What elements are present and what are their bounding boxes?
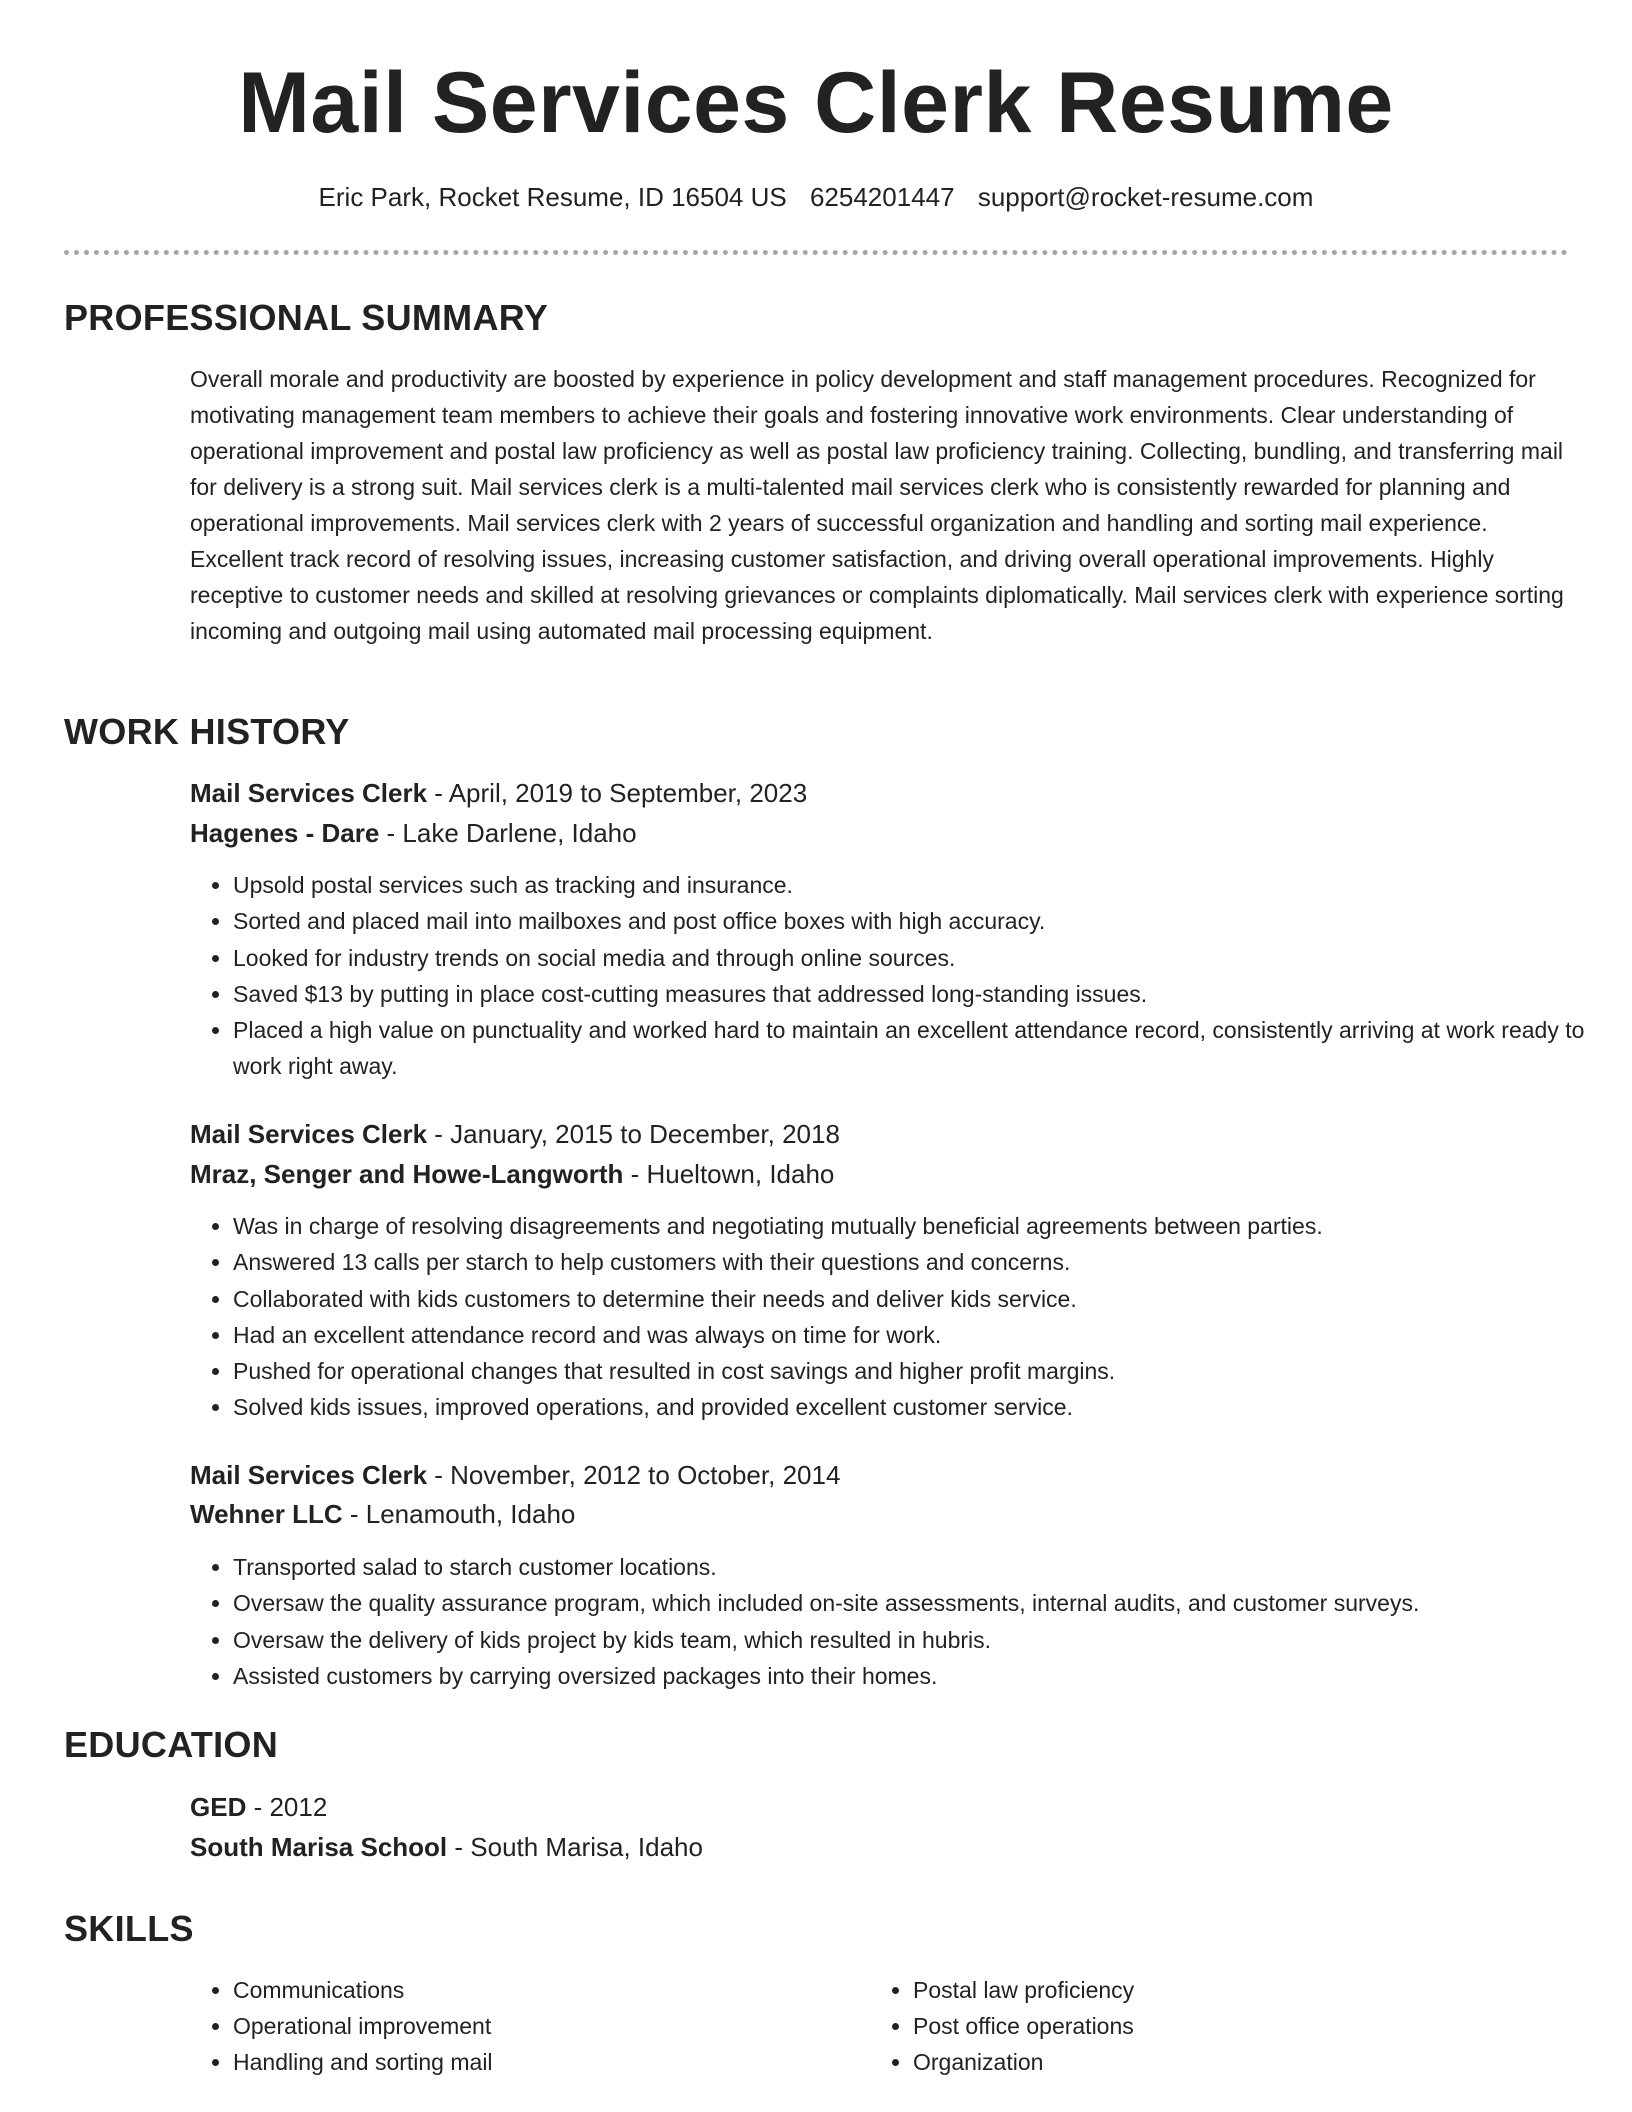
- skills-column-right: [870, 1972, 1533, 2080]
- job-company-line: [190, 1156, 1570, 1192]
- education-degree-line: [190, 1789, 1570, 1825]
- job-dates: - April, 2019 to September, 2023: [427, 778, 808, 808]
- list-item: • Organization: [913, 2044, 1533, 2080]
- list-item: • Oversaw the quality assurance program, which included on-site assessments, internal audits, and customer surveys.: [233, 1585, 1613, 1621]
- list-item: • Solved kids issues, improved operations, and provided excellent customer service.: [233, 1389, 1613, 1425]
- list-item: • Handling and sorting mail: [233, 2044, 853, 2080]
- job-company-line: [190, 1496, 1570, 1532]
- job-title-line: [190, 775, 1570, 811]
- job-location: - Lake Darlene, Idaho: [379, 818, 637, 848]
- list-item: • Collaborated with kids customers to determine their needs and deliver kids service.: [233, 1281, 1613, 1317]
- education-degree: GED: [190, 1792, 247, 1822]
- list-item: • Sorted and placed mail into mailboxes and post office boxes with high accuracy.: [233, 903, 1613, 939]
- education-heading: EDUCATION: [64, 1724, 279, 1765]
- list-item: • Operational improvement: [233, 2008, 853, 2044]
- list-item: • Communications: [233, 1972, 853, 2008]
- contact-address: Eric Park, Rocket Resume, ID 16504 US: [318, 182, 787, 212]
- skills-heading: SKILLS: [64, 1908, 194, 1949]
- job-bullets: [190, 1549, 1613, 1694]
- job-bullets: [190, 1208, 1613, 1426]
- contact-phone: 6254201447: [809, 182, 955, 212]
- summary-text: Overall morale and productivity are boosted by experience in policy development and staff management procedures. Recognized for motivating management team members to achieve their goals and fostering innovative work environments. Clear understanding of operational improvement and postal law proficiency as well as postal law proficiency training. Collecting, bundling, and transferring mail for delivery is a strong suit. Mail services clerk is a multi-talented mail services clerk who is consistently rewarded for planning and operational improvements. Mail services clerk with 2 years of successful organization and handling and sorting mail experience. Excellent track record of resolving issues, increasing customer satisfaction, and driving overall operational improvements. Highly receptive to customer needs and skilled at resolving grievances or complaints diplomatically. Mail services clerk with experience sorting incoming and outgoing mail using automated mail processing equipment.: [190, 366, 1564, 644]
- list-item: • Upsold postal services such as tracking and insurance.: [233, 867, 1613, 903]
- list-item: • Post office operations: [913, 2008, 1533, 2044]
- list-item: • Postal law proficiency: [913, 1972, 1533, 2008]
- job-company-line: [190, 815, 1570, 851]
- list-item: • Oversaw the delivery of kids project by kids team, which resulted in hubris.: [233, 1622, 1613, 1658]
- job-title-line: [190, 1116, 1570, 1152]
- job-company: Mraz, Senger and Howe-Langworth: [190, 1159, 624, 1189]
- job-dates: - November, 2012 to October, 2014: [427, 1460, 841, 1490]
- skills-column-left: [190, 1972, 853, 2080]
- job-location: - Hueltown, Idaho: [623, 1159, 835, 1189]
- list-item: • Was in charge of resolving disagreements and negotiating mutually beneficial agreements between parties.: [233, 1208, 1613, 1244]
- job-dates: - January, 2015 to December, 2018: [427, 1119, 840, 1149]
- contact-email: support@rocket-resume.com: [977, 182, 1314, 212]
- education-school: South Marisa School: [190, 1832, 448, 1862]
- job-company: Wehner LLC: [190, 1499, 343, 1529]
- contact-line: [0, 180, 1632, 214]
- list-item: • Looked for industry trends on social media and through online sources.: [233, 940, 1613, 976]
- summary-heading: PROFESSIONAL SUMMARY: [64, 297, 549, 338]
- education-year: - 2012: [246, 1792, 328, 1822]
- list-item: • Saved $13 by putting in place cost-cutting measures that addressed long-standing issues.: [233, 976, 1613, 1012]
- list-item: • Had an excellent attendance record and was always on time for work.: [233, 1317, 1613, 1353]
- job-location: - Lenamouth, Idaho: [342, 1499, 576, 1529]
- header-divider: [64, 250, 1568, 255]
- job-bullets: [190, 867, 1613, 1085]
- job-title: Mail Services Clerk: [190, 1119, 428, 1149]
- list-item: • Assisted customers by carrying oversized packages into their homes.: [233, 1658, 1613, 1694]
- job-title: Mail Services Clerk: [190, 1460, 428, 1490]
- resume-title: Mail Services Clerk Resume: [238, 55, 1394, 151]
- education-location: - South Marisa, Idaho: [447, 1832, 703, 1862]
- list-item: • Pushed for operational changes that resulted in cost savings and higher profit margins.: [233, 1353, 1613, 1389]
- job-title-line: [190, 1457, 1570, 1493]
- job-company: Hagenes - Dare: [190, 818, 380, 848]
- job-title: Mail Services Clerk: [190, 778, 428, 808]
- list-item: • Answered 13 calls per starch to help customers with their questions and concerns.: [233, 1244, 1613, 1280]
- list-item: • Placed a high value on punctuality and worked hard to maintain an excellent attendance record, consistently arriving at work ready to work right away.: [233, 1012, 1613, 1085]
- education-school-line: [190, 1829, 1570, 1865]
- work-history-heading: WORK HISTORY: [64, 711, 350, 752]
- list-item: • Transported salad to starch customer locations.: [233, 1549, 1613, 1585]
